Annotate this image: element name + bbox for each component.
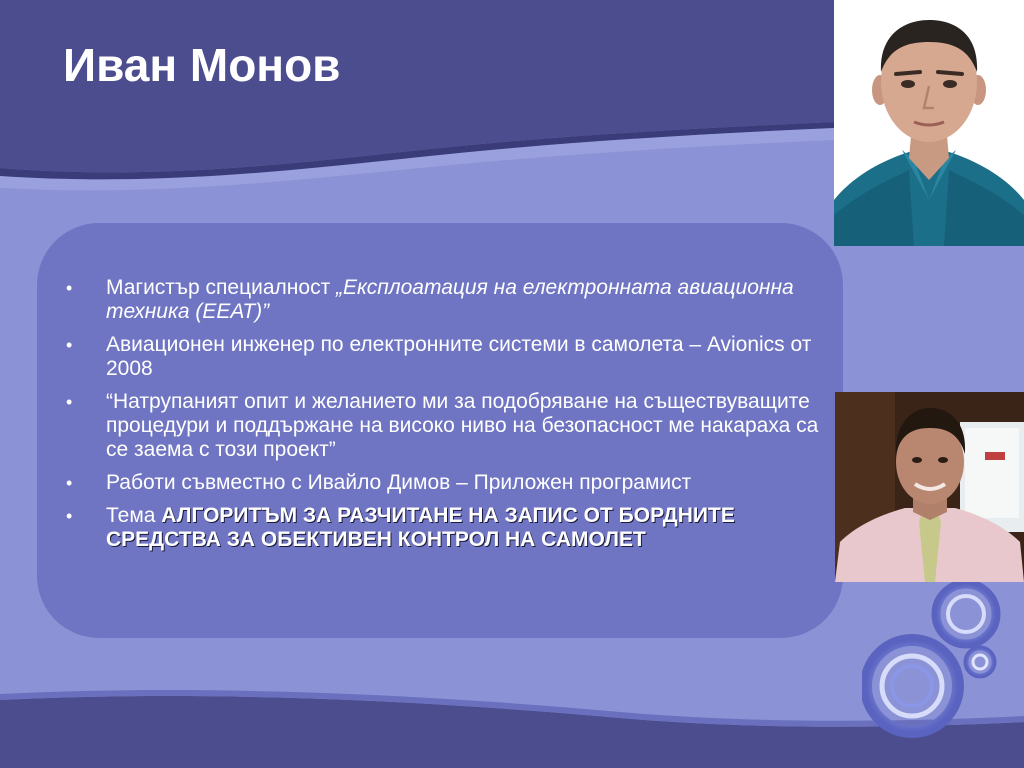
- bullet-glyph: •: [66, 335, 73, 355]
- bullet-italic-text: „Експлоатация на електронната авиационна техника (ЕЕАТ)”: [106, 276, 794, 323]
- portrait-photo-top: [834, 0, 1024, 246]
- bullet-glyph: •: [66, 506, 73, 526]
- bullet-bold-text: АЛГОРИТЪМ ЗА РАЗЧИТАНЕ НА ЗАПИС ОТ БОРДНИТЕ СРЕДСТВА ЗА ОБЕКТИВЕН КОНТРОЛ НА САМОЛЕТ: [106, 504, 735, 551]
- bullet-glyph: •: [66, 473, 73, 493]
- portrait-man-pink-shirt-tie: [835, 392, 1024, 582]
- slide-title: Иван Монов: [63, 39, 341, 91]
- bullet-text: Магистър специалност: [106, 276, 337, 299]
- portrait-man-teal-shirt: [834, 0, 1024, 246]
- concentric-rings-icon: [862, 578, 1012, 738]
- bullet-text: Работи съвместно с Ивайло Димов – Приложен програмист: [106, 471, 692, 494]
- bullet-item: [62, 333, 832, 381]
- bullet-list: [62, 276, 832, 561]
- portrait-photo-bottom: [835, 392, 1024, 582]
- bullet-item: [62, 471, 832, 495]
- bullet-glyph: •: [66, 278, 73, 298]
- bullet-text: Авиационен инженер по електронните системи в самолета – Avionics от 2008: [106, 333, 812, 380]
- bullet-text: Тема: [106, 504, 162, 527]
- bullet-glyph: •: [66, 392, 73, 412]
- bullet-item: [62, 504, 832, 552]
- bullet-item: [62, 276, 832, 324]
- bullet-item: [62, 390, 832, 462]
- bullet-text: “Натрупаният опит и желанието ми за подобряване на съществуващите процедури и поддържане на високо ниво на безопасност ме накараха са се заема с този проект”: [106, 390, 819, 461]
